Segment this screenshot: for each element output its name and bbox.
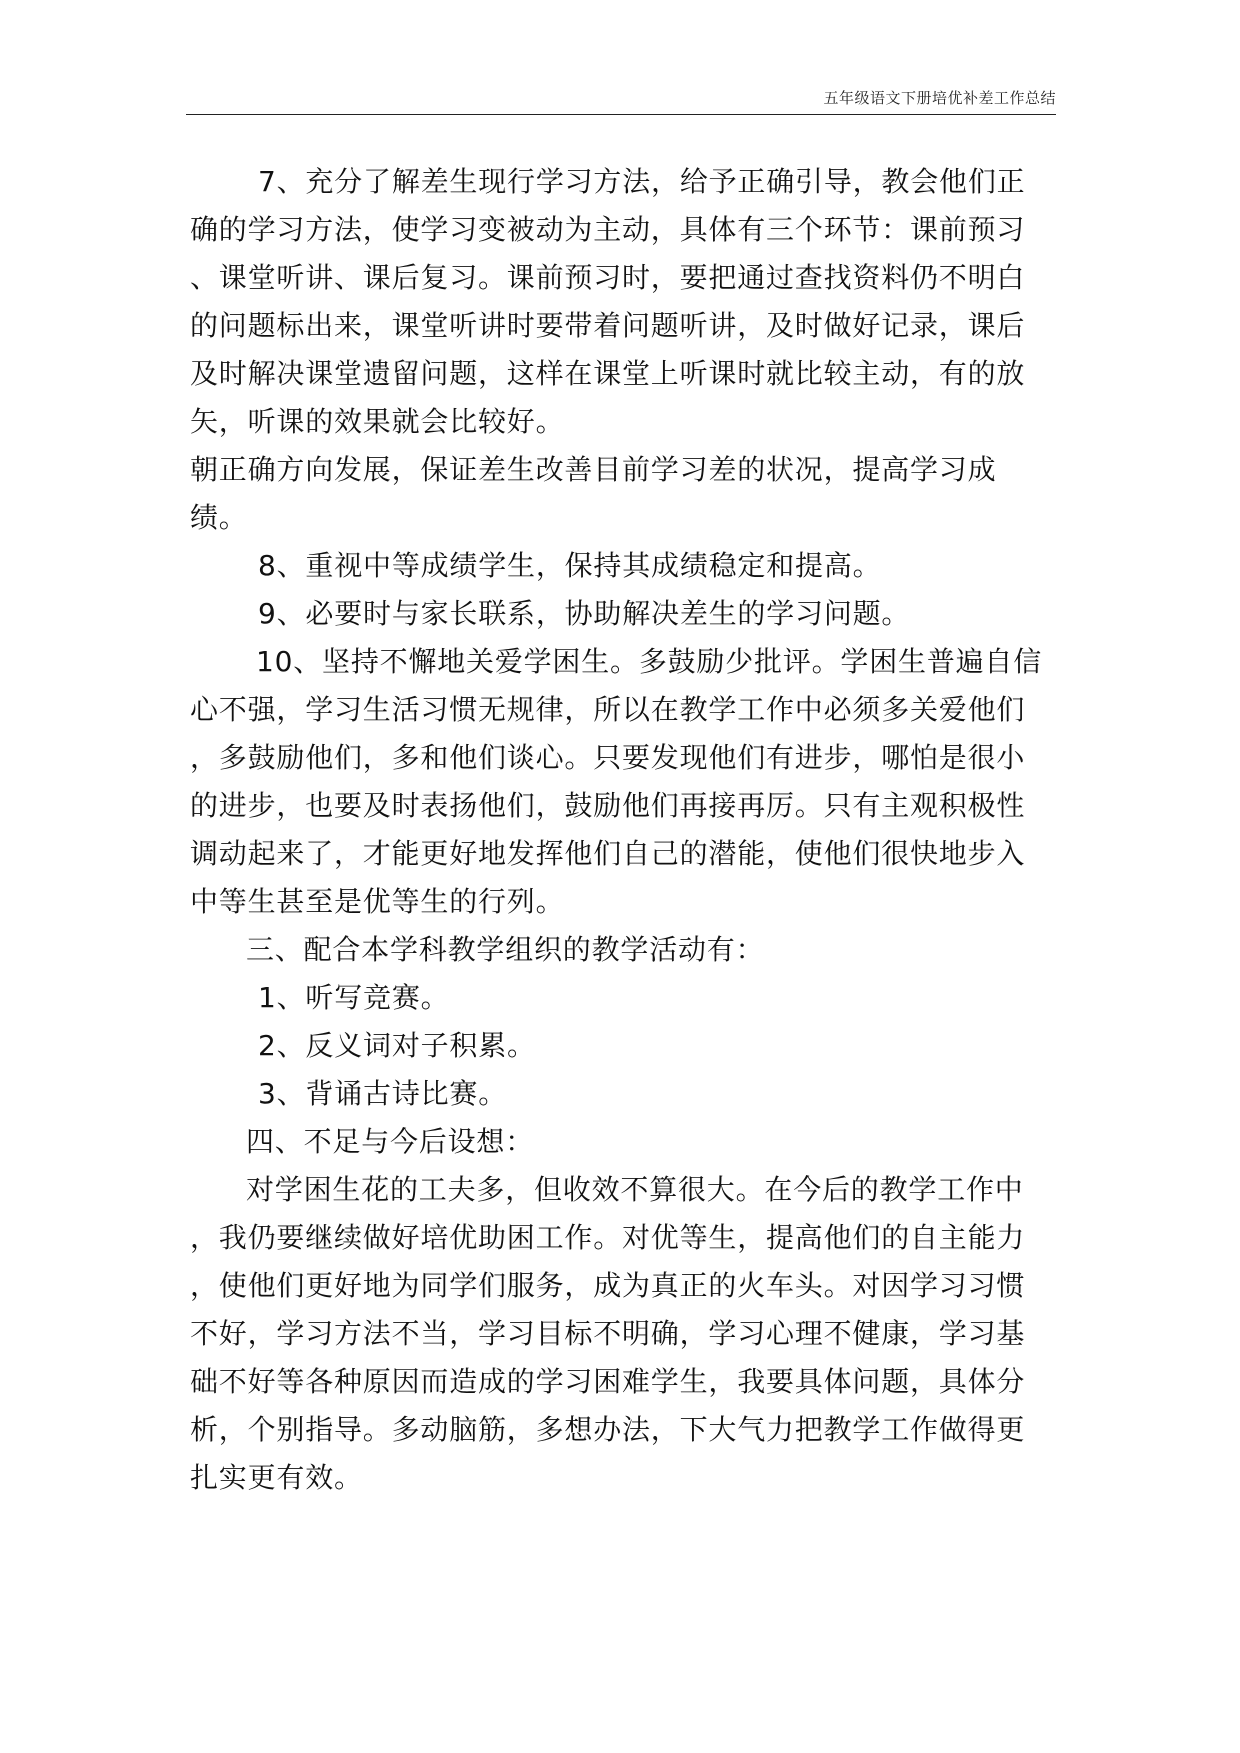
text-line: 心不强，学习生活习惯无规律，所以在教学工作中必须多关爱他们 xyxy=(190,693,1026,726)
text-line: 、课堂听讲、课后复习。课前预习时，要把通过查找资料仍不明白 xyxy=(190,261,1026,294)
section-heading: 三、配合本学科教学组织的教学活动有： xyxy=(246,933,765,966)
text-line: 的问题标出来，课堂听讲时要带着问题听讲，及时做好记录，课后 xyxy=(190,309,1026,342)
list-item: 3、背诵古诗比赛。 xyxy=(258,1077,508,1110)
text-line: 绩。 xyxy=(190,501,248,534)
text-line: 析，个别指导。多动脑筋，多想办法，下大气力把教学工作做得更 xyxy=(190,1413,1026,1446)
text-line: 及时解决课堂遗留问题，这样在课堂上听课时就比较主动，有的放 xyxy=(190,357,1026,390)
text-line: 不好，学习方法不当，学习目标不明确，学习心理不健康，学习基 xyxy=(190,1317,1026,1350)
body-text xyxy=(190,158,1056,1502)
list-item: 1、听写竞赛。 xyxy=(258,981,450,1014)
text-line: 调动起来了，才能更好地发挥他们自己的潜能，使他们很快地步入 xyxy=(190,837,1026,870)
text-line: 8、重视中等成绩学生，保持其成绩稳定和提高。 xyxy=(258,549,882,582)
text-line: 确的学习方法，使学习变被动为主动，具体有三个环节：课前预习 xyxy=(190,213,1026,246)
text-line: 7、充分了解差生现行学习方法，给予正确引导，教会他们正 xyxy=(258,165,1026,198)
text-line: ，我仍要继续做好培优助困工作。对优等生，提高他们的自主能力 xyxy=(190,1221,1026,1254)
header-title: 五年级语文下册培优补差工作总结 xyxy=(823,89,1056,107)
list-item: 2、反义词对子积累。 xyxy=(258,1029,536,1062)
text-line: 对学困生花的工夫多，但收效不算很大。在今后的教学工作中 xyxy=(246,1173,1024,1206)
text-line: ，使他们更好地为同学们服务，成为真正的火车头。对因学习习惯 xyxy=(190,1269,1026,1302)
text-line: 扎实更有效。 xyxy=(190,1461,363,1494)
text-line: 10、坚持不懈地关爱学困生。多鼓励少批评。学困生普遍自信 xyxy=(256,645,1043,678)
text-line: 矢，听课的效果就会比较好。 xyxy=(190,405,565,438)
page-header xyxy=(186,88,1056,115)
text-line: 中等生甚至是优等生的行列。 xyxy=(190,885,565,918)
text-line: 朝正确方向发展，保证差生改善目前学习差的状况，提高学习成 xyxy=(190,453,997,486)
text-line: 础不好等各种原因而造成的学习困难学生，我要具体问题，具体分 xyxy=(190,1365,1026,1398)
text-line: 的进步，也要及时表扬他们，鼓励他们再接再厉。只有主观积极性 xyxy=(190,789,1026,822)
section-heading: 四、不足与今后设想： xyxy=(246,1125,535,1158)
text-line: 9、必要时与家长联系，协助解决差生的学习问题。 xyxy=(258,597,911,630)
text-line: ，多鼓励他们，多和他们谈心。只要发现他们有进步，哪怕是很小 xyxy=(190,741,1026,774)
